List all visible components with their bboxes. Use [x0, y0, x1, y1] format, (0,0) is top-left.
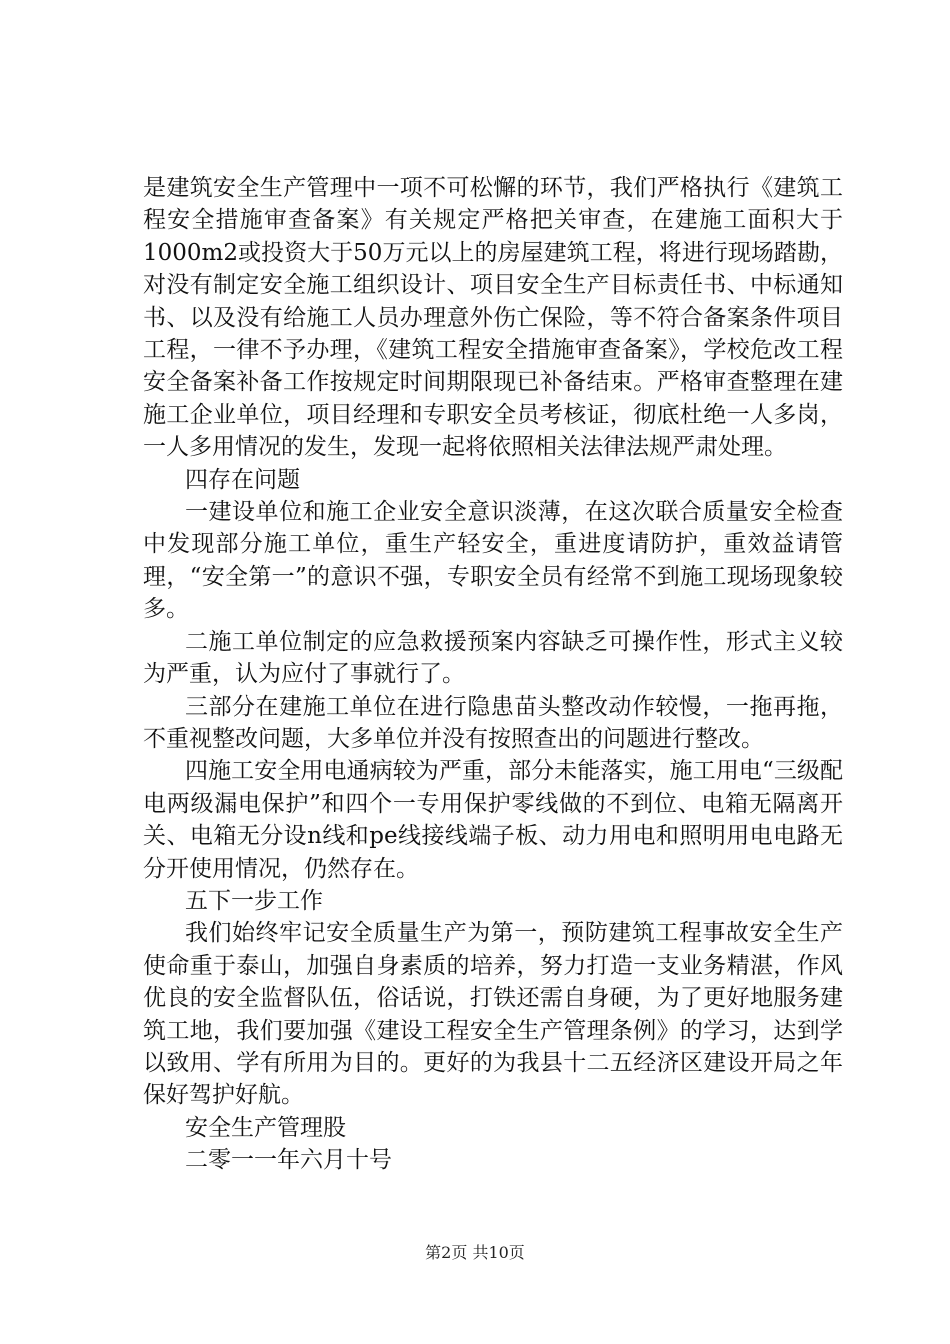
signature-department: 安全生产管理股	[185, 1114, 346, 1141]
section-heading-next-steps: 五下一步工作	[185, 887, 323, 914]
paragraph-issue-3: 三部分在建施工单位在进行隐患苗头整改动作较慢，一拖再拖，不重视整改问题，大多单位并没有按照查出的问题进行整改。	[143, 693, 843, 752]
paragraph-issue-2: 二施工单位制定的应急救援预案内容缺乏可操作性，形式主义较为严重，认为应付了事就行了。	[143, 628, 843, 688]
document-body	[143, 172, 843, 1177]
page-number-footer: 第2页 共10页	[425, 1243, 525, 1262]
paragraph-next-steps: 我们始终牢记安全质量生产为第一，预防建筑工程事故安全生产使命重于泰山，加强自身素质的培养，努力打造一支业务精湛，作风优良的安全监督队伍，俗话说，打铁还需自身硬，为了更好地服务建筑工地，我们要加强《建设工程安全生产管理条例》的学习，达到学以致用、学有所用为目的。更好的为我县十二五经济区建设开局之年保好驾护好航。	[143, 920, 843, 1109]
paragraph-issue-1: 一建设单位和施工企业安全意识淡薄，在这次联合质量安全检查中发现部分施工单位，重生产轻安全，重进度请防护，重效益请管理，“安全第一”的意识不强，专职安全员有经常不到施工现场现象较多。	[143, 499, 843, 623]
paragraph-1: 是建筑安全生产管理中一项不可松懈的环节，我们严格执行《建筑工程安全措施审查备案》有关规定严格把关审查，在建施工面积大于1000m2或投资大于50万元以上的房屋建筑工程，将进行现场踏勘，对没有制定安全施工组织设计、项目安全生产目标责任书、中标通知书、以及没有给施工人员办理意外伤亡保险，等不符合备案条件项目工程，一律不予办理，《建筑工程安全措施审查备案》，学校危改工程安全备案补备工作按规定时间期限现已补备结束。严格审查整理在建施工企业单位，项目经理和专职安全员考核证，彻底杜绝一人多岗，一人多用情况的发生，发现一起将依照相关法律法规严肃处理。	[143, 175, 843, 461]
signature-date: 二零一一年六月十号	[185, 1147, 392, 1174]
section-heading-issues: 四存在问题	[185, 466, 300, 493]
paragraph-issue-4: 四施工安全用电通病较为严重，部分未能落实，施工用电“三级配电两级漏电保护”和四个一专用保护零线做的不到位、电箱无隔离开关、电箱无分设n线和pe线接线端子板、动力用电和照明用电电路无分开使用情况，仍然存在。	[143, 758, 843, 882]
